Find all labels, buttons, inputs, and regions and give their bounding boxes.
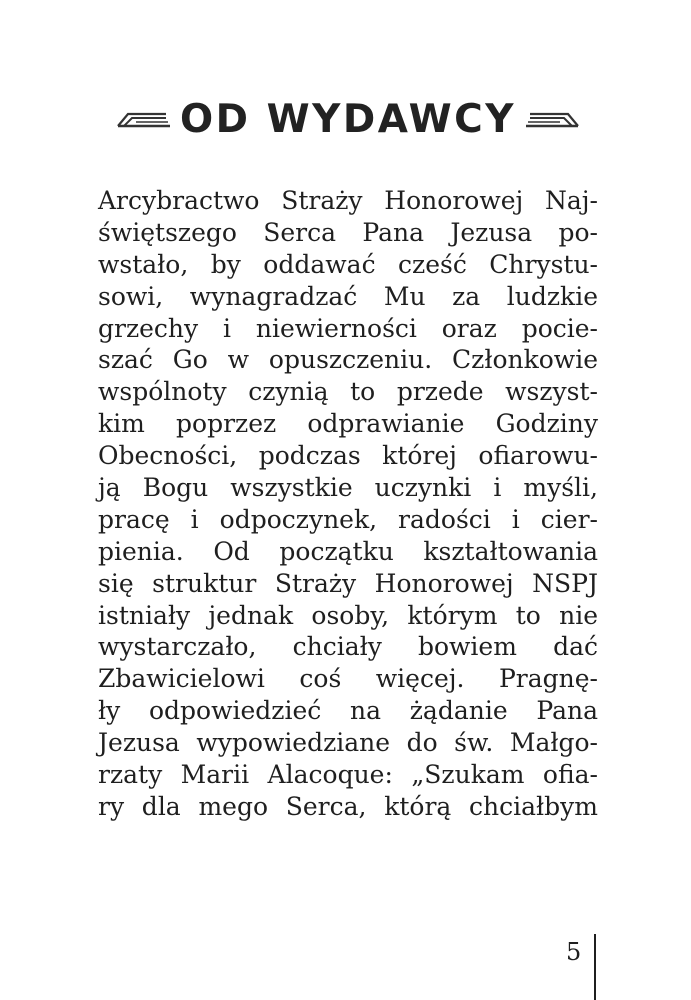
text-line: ją Bogu wszystkie uczynki i myśli,: [98, 473, 598, 503]
section-heading: [128, 93, 568, 145]
text-line: Arcybractwo Straży Honorowej Naj-: [98, 186, 598, 215]
left-ornament-icon: [114, 104, 174, 134]
text-line: pienia. Od początku kształtowania: [98, 536, 598, 566]
text-line: Obecności, podczas której ofiarowu-: [98, 441, 598, 471]
page-number: 5: [566, 938, 582, 966]
text-line: wystarczało, chciały bowiem dać: [98, 632, 598, 662]
text-line: istniały jednak osoby, którym to nie: [98, 600, 598, 630]
page-number-rule: [594, 934, 596, 1000]
text-line: grzechy i niewierności oraz pocie-: [98, 313, 598, 343]
right-ornament-icon: [522, 104, 582, 134]
text-line: rzaty Marii Alacoque: „Szukam ofia-: [98, 760, 598, 790]
text-line: się struktur Straży Honorowej NSPJ: [98, 568, 598, 598]
text-line: świętszego Serca Pana Jezusa po-: [98, 217, 598, 247]
text-line: Jezusa wypowiedziane do św. Małgo-: [98, 728, 598, 758]
text-line: Zbawicielowi coś więcej. Pragnę-: [98, 664, 598, 694]
text-line: sowi, wynagradzać Mu za ludzkie: [98, 281, 598, 311]
text-line: pracę i odpoczynek, radości i cier-: [98, 504, 598, 534]
page-title: OD WYDAWCY: [179, 96, 517, 142]
text-line: wstało, by oddawać cześć Chrystu-: [98, 249, 598, 279]
body-paragraph: [98, 185, 598, 823]
text-line: ły odpowiedzieć na żądanie Pana: [98, 696, 598, 726]
text-line: kim poprzez odprawianie Godziny: [98, 409, 598, 439]
text-line: szać Go w opuszczeniu. Członkowie: [98, 345, 598, 375]
text-line: wspólnoty czynią to przede wszyst-: [98, 377, 598, 407]
text-line: ry dla mego Serca, którą chciałbym: [98, 791, 598, 821]
